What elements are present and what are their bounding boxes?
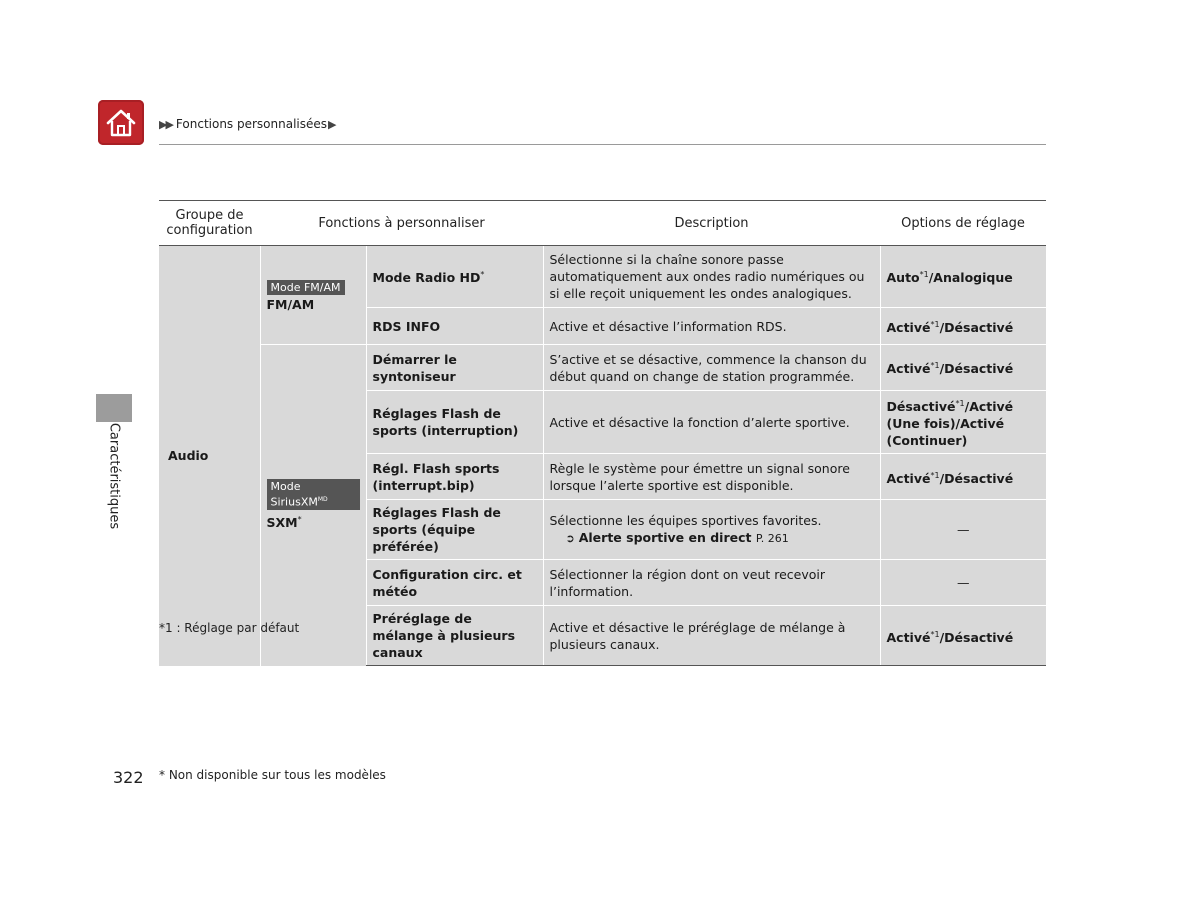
option-cell: Activé$^{*1}$/Désactivé bbox=[880, 308, 1046, 345]
availability-note: * Non disponible sur tous les modèles bbox=[159, 768, 386, 782]
header-description: Description bbox=[543, 201, 880, 246]
description-cell: Active et désactive la fonction d’alerte sportive. bbox=[543, 391, 880, 454]
subgroup-label: FM/AM bbox=[266, 296, 315, 312]
home-button[interactable] bbox=[98, 100, 144, 145]
header-function: Fonctions à personnaliser bbox=[260, 201, 543, 246]
description-cell: Sélectionne si la chaîne sonore passe automatiquement aux ondes radio numériques ou si elle reçoit uniquement les ondes analogiques. bbox=[543, 246, 880, 308]
function-cell: RDS INFO bbox=[366, 308, 543, 345]
table-header-row bbox=[159, 201, 1046, 246]
option-cell: — bbox=[880, 500, 1046, 560]
header-options: Options de réglage bbox=[880, 201, 1046, 246]
breadcrumb bbox=[159, 117, 337, 131]
header-group: Groupe de configuration bbox=[159, 201, 260, 246]
group-audio: Audio bbox=[159, 246, 260, 666]
function-cell: Démarrer le syntoniseur bbox=[366, 345, 543, 391]
breadcrumb-label[interactable]: Fonctions personnalisées bbox=[175, 117, 328, 131]
subgroup-fmam bbox=[260, 246, 366, 345]
subgroup-label: SXM* bbox=[266, 515, 302, 531]
breadcrumb-end-arrow-icon: ▶ bbox=[328, 117, 337, 131]
home-icon bbox=[104, 107, 138, 139]
option-cell: Désactivé$^{*1}$/Activé (Une fois)/Activé (Continuer) bbox=[880, 391, 1046, 454]
page-number: 322 bbox=[113, 768, 144, 787]
option-cell: Activé$^{*1}$/Désactivé bbox=[880, 454, 1046, 500]
table-row bbox=[159, 345, 1046, 391]
table-row bbox=[159, 246, 1046, 308]
description-cell: Sélectionne les équipes sportives favorites. ➲ Alerte sportive en direct P. 261 bbox=[543, 500, 880, 560]
function-cell: Mode Radio HD* bbox=[366, 246, 543, 308]
description-cell: Sélectionner la région dont on veut recevoir l’information. bbox=[543, 560, 880, 606]
description-cell: Règle le système pour émettre un signal sonore lorsque l’alerte sportive est disponible. bbox=[543, 454, 880, 500]
cross-reference-link[interactable]: ➲ Alerte sportive en direct P. 261 bbox=[565, 530, 789, 546]
breadcrumb-arrows-icon: ▶▶ bbox=[159, 117, 172, 131]
option-cell: Activé$^{*1}$/Désactivé bbox=[880, 606, 1046, 666]
mode-fmam-badge: Mode FM/AM bbox=[267, 280, 345, 295]
description-cell: S’active et se désactive, commence la chanson du début quand on change de station programmée. bbox=[543, 345, 880, 391]
option-cell: — bbox=[880, 560, 1046, 606]
function-cell: Préréglage de mélange à plusieurs canaux bbox=[366, 606, 543, 666]
subgroup-sxm bbox=[260, 345, 366, 666]
section-tab-label: Caractéristiques bbox=[106, 422, 122, 530]
option-cell: Auto$^{*1}$/Analogique bbox=[880, 246, 1046, 308]
description-cell: Active et désactive le préréglage de mélange à plusieurs canaux. bbox=[543, 606, 880, 666]
function-cell: Configuration circ. et météo bbox=[366, 560, 543, 606]
option-cell: Activé$^{*1}$/Désactivé bbox=[880, 345, 1046, 391]
function-cell: Régl. Flash sports (interrupt.bip) bbox=[366, 454, 543, 500]
footnote: *1 : Réglage par défaut bbox=[159, 621, 300, 635]
header-divider bbox=[159, 144, 1046, 145]
description-cell: Active et désactive l’information RDS. bbox=[543, 308, 880, 345]
function-cell: Réglages Flash de sports (équipe préférée) bbox=[366, 500, 543, 560]
function-cell: Réglages Flash de sports (interruption) bbox=[366, 391, 543, 454]
settings-table bbox=[159, 200, 1046, 666]
section-tab[interactable] bbox=[96, 394, 132, 422]
reference-arrow-icon: ➲ bbox=[565, 532, 575, 546]
mode-siriusxm-badge: Mode SiriusXM$^{MD}$ bbox=[267, 479, 360, 510]
